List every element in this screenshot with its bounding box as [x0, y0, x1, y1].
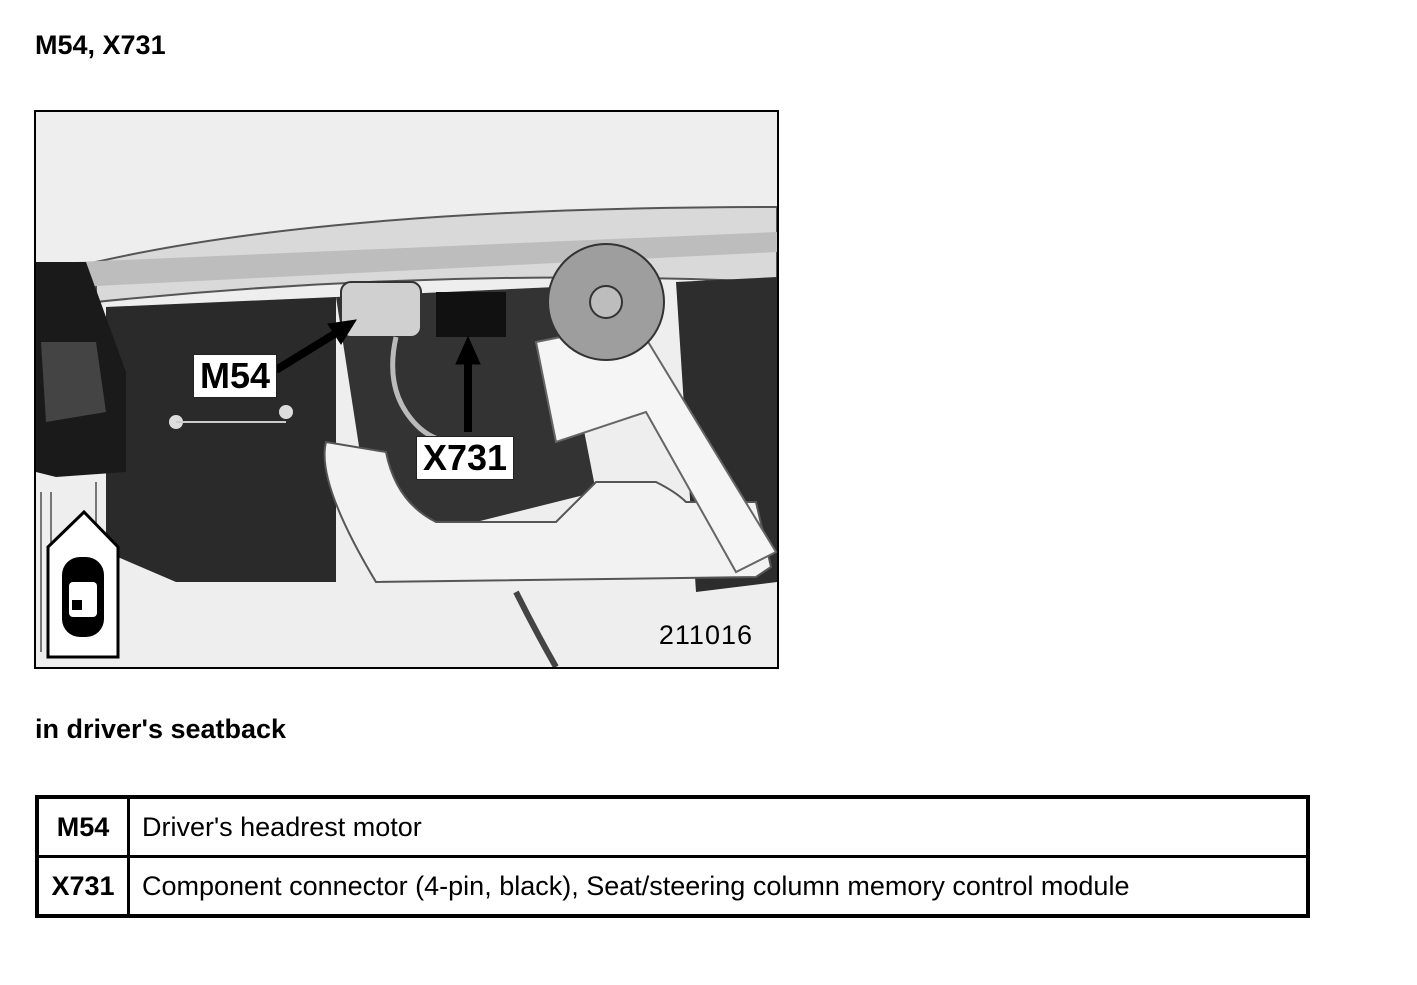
component-code: M54 [37, 797, 129, 857]
callout-x731: X731 [416, 436, 514, 480]
component-legend-table [35, 795, 1310, 918]
table-row [37, 797, 1308, 857]
seatback-illustration [36, 112, 777, 667]
table-row [37, 857, 1308, 917]
component-description: Component connector (4-pin, black), Seat/steering column memory control module [129, 857, 1309, 917]
component-photo [34, 110, 779, 669]
component-code: X731 [37, 857, 129, 917]
component-description: Driver's headrest motor [129, 797, 1309, 857]
callout-m54: M54 [193, 354, 277, 398]
page-heading: M54, X731 [35, 30, 166, 60]
photo-number: 211016 [658, 620, 753, 650]
photo-caption: in driver's seatback [35, 714, 287, 744]
